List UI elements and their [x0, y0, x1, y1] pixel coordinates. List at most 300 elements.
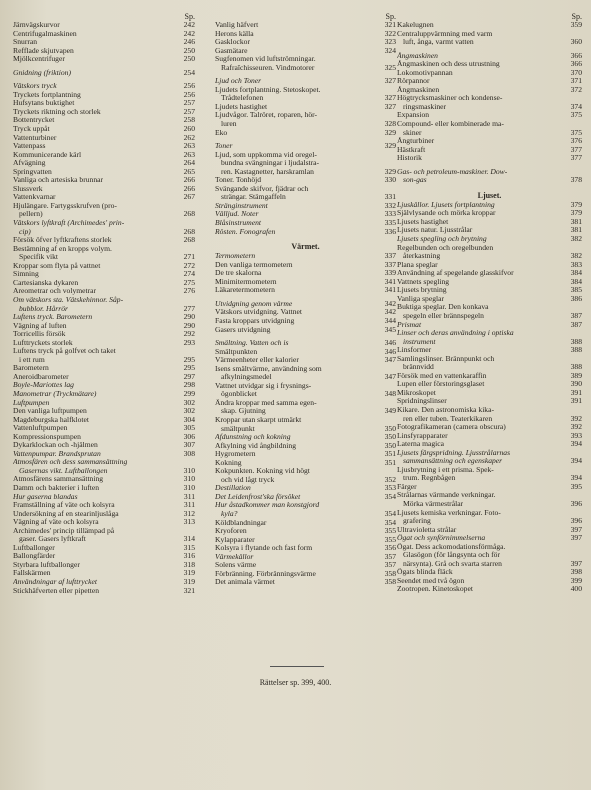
- entry-title: Sugfenomen vid luftströmningar.: [215, 55, 316, 64]
- entry-title: Kakelugnen: [397, 21, 434, 29]
- entry-title: Läkaretermometern: [215, 286, 275, 295]
- entry-title: Rösten. Fonografen: [215, 227, 276, 236]
- entry-page-number: 396: [570, 498, 582, 508]
- index-entry: [215, 176, 396, 185]
- index-entry: [215, 168, 396, 177]
- index-entry: [215, 219, 396, 228]
- index-entry: [13, 458, 195, 467]
- index-entry: [13, 116, 195, 125]
- entry-page-number: 295: [183, 363, 195, 373]
- entry-title: Linsformer: [397, 346, 432, 355]
- entry-title: Dykarklockan och -hjälmen: [13, 441, 98, 450]
- entry-page-number: 341: [384, 276, 396, 286]
- index-entry: [215, 433, 396, 442]
- entry-title: smältpunkt: [221, 424, 255, 433]
- entry-title: Kryoforen: [215, 527, 247, 536]
- entry-title: luft, ånga, varmt vatten: [403, 38, 474, 47]
- entry-page-number: 290: [183, 312, 195, 322]
- entry-title: Ögat och synförnimmelserna: [397, 534, 486, 543]
- entry-page-number: 387: [570, 310, 582, 320]
- entry-page-number: 313: [183, 517, 195, 527]
- entry-page-number: 342: [384, 307, 396, 317]
- entry-page-number: 391: [570, 396, 582, 406]
- entry-title: Tryckets fortplantning: [13, 90, 81, 99]
- entry-page-number: 356: [384, 543, 396, 553]
- index-entry: [397, 543, 582, 552]
- entry-page-number: 352: [384, 474, 396, 484]
- index-entry: [13, 364, 195, 373]
- index-entry: [215, 228, 396, 237]
- entry-page-number: 323: [384, 37, 396, 47]
- index-entry: [397, 380, 582, 389]
- index-entry: [215, 185, 396, 194]
- index-entry: [13, 552, 195, 561]
- entry-page-number: 379: [570, 199, 582, 209]
- entry-title: Hästkraft: [397, 145, 426, 154]
- entry-title: Välljud. Noter: [215, 210, 259, 219]
- entry-page-number: 354: [384, 517, 396, 527]
- entry-page-number: 307: [183, 440, 195, 450]
- index-entry: [13, 313, 195, 322]
- entry-page-number: 350: [384, 423, 396, 433]
- index-entry: [215, 578, 396, 587]
- entry-title: Gasers utvidgning: [215, 325, 271, 334]
- index-entry: [13, 535, 195, 544]
- index-entry: [13, 202, 195, 211]
- entry-title: Smältning. Vatten och is: [215, 339, 289, 348]
- entry-page-number: 329: [384, 141, 396, 151]
- index-entry: [215, 493, 396, 502]
- entry-page-number: 312: [183, 508, 195, 518]
- index-entry: [215, 286, 396, 295]
- entry-title: cip): [19, 227, 31, 236]
- entry-title: Centraluppvärmning med varm: [397, 29, 493, 38]
- entry-page-number: 336: [384, 226, 396, 236]
- entry-title: Vattenturbiner: [13, 133, 57, 142]
- index-entry: [13, 356, 195, 365]
- entry-page-number: 337: [384, 259, 396, 269]
- index-entry: [13, 322, 195, 331]
- entry-page-number: 384: [570, 276, 582, 286]
- index-entry: [13, 561, 195, 570]
- entry-title: Ballongfärder: [13, 552, 56, 561]
- entry-title: bundna svängningar i ljudalstra-: [221, 159, 320, 168]
- index-entry: [13, 176, 195, 185]
- entry-title: Hufsytans buktighet: [13, 99, 75, 108]
- entry-title: sammansättning och egenskaper: [403, 457, 503, 466]
- entry-page-number: 275: [183, 277, 195, 287]
- index-entry: [397, 120, 582, 129]
- index-entry: [215, 111, 396, 120]
- entry-title: Afdunstning och kokning: [215, 433, 291, 442]
- entry-page-number: 383: [570, 259, 582, 269]
- entry-title: Vanlig häfvert: [215, 21, 259, 29]
- entry-title: ögonblicket: [221, 390, 257, 399]
- index-entry: [215, 103, 396, 112]
- index-entry: [215, 151, 396, 160]
- index-entry: [397, 146, 582, 155]
- entry-title: Stränginstrument: [215, 201, 268, 210]
- entry-title: Ljuskällor. Ljusets fortplantning: [397, 200, 495, 209]
- entry-title: Vägning af väte och kolsyra: [13, 518, 99, 527]
- entry-title: Archimedes' princip tillämpad på: [13, 526, 115, 535]
- index-entry: [13, 91, 195, 100]
- index-entry: [215, 142, 396, 151]
- entry-title: Simning: [13, 270, 39, 279]
- entry-title: Den vanliga termometern: [215, 260, 293, 269]
- entry-title: Ögats blinda fläck: [397, 568, 453, 577]
- entry-title: luren: [221, 120, 237, 129]
- section-heading: Värmet.: [291, 242, 320, 252]
- column-header-sp: Sp.: [184, 12, 195, 21]
- entry-page-number: 327: [384, 93, 396, 103]
- index-entry: [13, 99, 195, 108]
- index-entry: [397, 577, 582, 586]
- entry-title: Manometrar (Tryckmätare): [13, 389, 97, 398]
- index-entry: [13, 518, 195, 527]
- entry-title: Ljusets färgspridning. Ljusstrålarnas: [397, 448, 511, 457]
- entry-page-number: 349: [384, 406, 396, 416]
- index-entry: [215, 308, 396, 317]
- entry-title: Gasernas vikt. Luftballongen: [19, 466, 108, 475]
- entry-title: Seendet med två ögon: [397, 576, 465, 585]
- entry-page-number: 384: [570, 268, 582, 278]
- entry-page-number: 385: [570, 285, 582, 295]
- index-entry: [397, 491, 582, 500]
- entry-title: Prismat: [397, 320, 422, 329]
- index-entry: [397, 372, 582, 381]
- entry-title: Undersökning af en stearinljuslåga: [13, 509, 119, 518]
- entry-title: Värmeenheter eller kalorier: [215, 356, 299, 365]
- entry-page-number: 351: [384, 457, 396, 467]
- entry-page-number: 325: [384, 62, 396, 72]
- index-entry: [13, 134, 195, 143]
- index-entry: [397, 176, 582, 185]
- entry-title: Buktiga speglar. Den konkava: [397, 303, 489, 312]
- entry-page-number: 350: [384, 440, 396, 450]
- entry-page-number: 310: [183, 482, 195, 492]
- entry-page-number: 337: [384, 251, 396, 261]
- entry-page-number: 276: [183, 286, 195, 296]
- entry-title: Laterna magica: [397, 440, 445, 449]
- index-entry: [215, 484, 396, 493]
- entry-title: bubblor. Hårrör: [19, 304, 68, 313]
- entry-title: pellern): [19, 210, 43, 219]
- index-entry: [397, 483, 582, 492]
- entry-title: Slussverk: [13, 184, 43, 193]
- entry-title: strängar. Stämgaffeln: [221, 193, 286, 202]
- entry-title: Det Leidenfrost'ska försöket: [215, 492, 301, 501]
- index-entry: [13, 38, 195, 47]
- entry-title: Afkylning vid ångbildning: [215, 441, 296, 450]
- index-entry: [397, 303, 582, 312]
- entry-title: afkylningsmedel: [221, 373, 272, 382]
- entry-page-number: 381: [570, 216, 582, 226]
- entry-title: Luftpumpen: [13, 398, 50, 407]
- index-entry: [13, 510, 195, 519]
- entry-title: Fasta kroppars utvidgning: [215, 316, 295, 325]
- entry-title: Trådtelefonen: [221, 94, 264, 103]
- entry-page-number: 360: [570, 37, 582, 47]
- entry-title: Destillation: [215, 484, 251, 493]
- entry-title: Centrifugalmaskinen: [13, 29, 77, 38]
- entry-title: Cartesianska dykaren: [13, 278, 79, 287]
- index-entry: [13, 253, 195, 262]
- index-entry: [13, 407, 195, 416]
- entry-page-number: 256: [183, 89, 195, 99]
- entry-page-number: 388: [570, 345, 582, 355]
- index-entry: [215, 86, 396, 95]
- index-entry: [397, 423, 582, 432]
- index-entry: [397, 329, 582, 338]
- entry-page-number: 316: [183, 551, 195, 561]
- index-entry: [13, 82, 195, 91]
- entry-page-number: 328: [384, 119, 396, 129]
- index-entry: [215, 300, 396, 309]
- entry-page-number: 277: [183, 303, 195, 313]
- entry-page-number: 393: [570, 430, 582, 440]
- entry-title: Mikroskopet: [397, 388, 436, 397]
- entry-title: Gnidning (friktion): [13, 68, 72, 77]
- entry-page-number: 319: [183, 577, 195, 586]
- entry-title: Vattenpumpar. Brandsprutan: [13, 449, 101, 458]
- entry-title: Vanliga speglar: [397, 294, 445, 303]
- index-entry: [397, 86, 582, 95]
- entry-title: Kikare. Den astronomiska kika-: [397, 405, 495, 414]
- entry-page-number: 298: [183, 380, 195, 390]
- entry-page-number: 382: [570, 251, 582, 261]
- index-entry: [397, 526, 582, 535]
- entry-title: Linsfyrapparater: [397, 431, 448, 440]
- entry-page-number: 392: [570, 413, 582, 423]
- entry-title: Barometern: [13, 364, 49, 373]
- index-column-3: [397, 12, 582, 594]
- entry-title: Boyle-Mariottes lag: [13, 381, 74, 390]
- entry-page-number: 397: [570, 558, 582, 568]
- index-entry: [13, 416, 195, 425]
- index-entry: [397, 111, 582, 120]
- index-entry: [13, 296, 195, 305]
- entry-page-number: 297: [183, 371, 195, 381]
- entry-title: Vägning af luften: [13, 321, 67, 330]
- entry-page-number: 372: [570, 84, 582, 94]
- index-entry: [215, 425, 396, 434]
- index-entry: [13, 544, 195, 553]
- entry-page-number: 335: [384, 218, 396, 228]
- entry-title: Specifik vikt: [19, 253, 59, 262]
- entry-page-number: 311: [183, 491, 195, 501]
- index-entry: [215, 339, 396, 348]
- entry-page-number: 366: [570, 59, 582, 69]
- index-entry: [215, 64, 396, 73]
- index-entry: [215, 47, 396, 56]
- index-entry: [215, 129, 396, 138]
- entry-page-number: 242: [183, 20, 195, 29]
- index-entry: [397, 218, 582, 227]
- index-entry: [13, 30, 195, 39]
- index-entry: [13, 228, 195, 237]
- entry-title: Ljud, som uppkomma vid oregel-: [215, 150, 317, 159]
- index-entry: [397, 560, 582, 569]
- index-entry: [397, 338, 582, 347]
- index-entry: [397, 517, 582, 526]
- entry-title: Spridningslinser: [397, 397, 447, 406]
- index-entry: [397, 286, 582, 295]
- entry-title: Gas- och petroleum-maskiner. Dow-: [397, 167, 508, 176]
- entry-title: Herons källa: [215, 29, 254, 38]
- entry-page-number: 242: [183, 28, 195, 38]
- entry-title: Vattenpass: [13, 142, 46, 151]
- entry-title: Termometern: [215, 252, 256, 261]
- index-entry: [13, 210, 195, 219]
- entry-page-number: 321: [384, 20, 396, 29]
- entry-title: Försök öfver lyftkraftens storlek: [13, 236, 112, 245]
- entry-page-number: 311: [183, 500, 195, 510]
- index-entry: [215, 442, 396, 451]
- entry-page-number: 386: [570, 293, 582, 303]
- entry-title: Blåsinstrument: [215, 219, 261, 228]
- entry-title: De tre skalorna: [215, 269, 262, 278]
- entry-page-number: 268: [183, 209, 195, 219]
- entry-title: Ljudets fortplantning. Stetoskopet.: [215, 85, 321, 94]
- entry-title: Areometrar och volymetrar: [13, 287, 97, 296]
- entry-title: Mörka värmestrålar: [403, 499, 464, 508]
- entry-page-number: 268: [183, 226, 195, 236]
- index-entry: [397, 60, 582, 69]
- entry-title: Gasklockor: [215, 38, 251, 47]
- index-entry: [13, 578, 195, 587]
- entry-page-number: 332: [384, 200, 396, 210]
- entry-title: Fotografikameran (camera obscura): [397, 423, 506, 432]
- entry-page-number: 359: [570, 20, 582, 29]
- entry-title: Toner: [215, 142, 233, 151]
- index-entry: [397, 269, 582, 278]
- index-entry: [215, 382, 396, 391]
- entry-title: Kylapparater: [215, 535, 255, 544]
- index-entry: [397, 129, 582, 138]
- index-entry: [215, 326, 396, 335]
- entry-page-number: 348: [384, 389, 396, 399]
- divider-line: [270, 666, 324, 667]
- index-entry: [397, 440, 582, 449]
- entry-page-number: 293: [183, 337, 195, 347]
- entry-title: Luftens tryck på golfvet och taket: [13, 347, 116, 356]
- entry-page-number: 308: [183, 448, 195, 458]
- index-column-2: [215, 12, 396, 587]
- entry-page-number: 339: [384, 268, 396, 278]
- index-entry: [397, 415, 582, 424]
- index-entry: [397, 397, 582, 406]
- entry-page-number: 264: [183, 158, 195, 168]
- entry-title: Tryck uppåt: [13, 125, 50, 134]
- entry-title: Solens värme: [215, 561, 257, 570]
- entry-page-number: 346: [384, 338, 396, 348]
- index-entry: [13, 373, 195, 382]
- entry-page-number: 310: [183, 474, 195, 484]
- entry-page-number: 267: [183, 192, 195, 202]
- entry-title: Ljusets natur. Ljusstrålar: [397, 226, 473, 235]
- entry-page-number: 342: [384, 298, 396, 308]
- index-entry: [397, 252, 582, 261]
- index-entry: [215, 373, 396, 382]
- entry-title: Damm och bakterier i luften: [13, 483, 100, 492]
- index-entry: [397, 103, 582, 112]
- entry-title: Kolsyra i flytande och fast form: [215, 544, 313, 553]
- entry-title: Lokomotivpannan: [397, 68, 453, 77]
- index-entry: [13, 450, 195, 459]
- index-entry: [215, 476, 396, 485]
- entry-title: Springvatten: [13, 167, 52, 176]
- entry-title: Ångturbiner: [397, 137, 435, 146]
- entry-page-number: 350: [384, 432, 396, 442]
- index-entry: [13, 441, 195, 450]
- entry-title: Utvidgning genom värme: [215, 299, 293, 308]
- index-entry: [215, 252, 396, 261]
- index-entry: [215, 390, 396, 399]
- entry-page-number: 394: [570, 456, 582, 466]
- entry-page-number: 327: [384, 76, 396, 86]
- index-entry: [397, 321, 582, 330]
- entry-title: Ljusets kemiska verkningar. Foto-: [397, 508, 501, 517]
- entry-title: Smältpunkten: [215, 347, 258, 356]
- entry-title: Framställning af väte och kolsyra: [13, 501, 115, 510]
- index-entry: [215, 407, 396, 416]
- entry-page-number: 357: [384, 551, 396, 561]
- entry-title: Aneroidbarometer: [13, 372, 69, 381]
- entry-title: spegeln eller brännspegeln: [403, 311, 484, 320]
- entry-page-number: 302: [183, 397, 195, 407]
- entry-title: Kommunicerande kärl: [13, 150, 82, 159]
- entry-title: Compound- eller kombinerade ma-: [397, 120, 504, 129]
- entry-page-number: 322: [384, 28, 396, 38]
- entry-title: Hur åstadkommer man konstgjord: [215, 501, 320, 510]
- entry-page-number: 345: [384, 324, 396, 334]
- entry-title: grafering: [403, 517, 431, 526]
- entry-title: Försök med en vattenkaraffin: [397, 371, 487, 380]
- entry-page-number: 341: [384, 285, 396, 295]
- index-entry: [397, 509, 582, 518]
- index-entry: [13, 330, 195, 339]
- entry-page-number: 305: [183, 423, 195, 433]
- index-entry: [13, 527, 195, 536]
- entry-title: Refflade skjutvapen: [13, 46, 74, 55]
- index-entry: [13, 339, 195, 348]
- entry-title: Färger: [397, 482, 417, 491]
- index-entry: [215, 467, 396, 476]
- entry-title: Ljusets spegling och brytning: [397, 235, 487, 244]
- index-entry: [215, 501, 396, 510]
- index-entry: [215, 570, 396, 579]
- entry-page-number: 376: [570, 136, 582, 146]
- index-entry: [397, 69, 582, 78]
- entry-page-number: 355: [384, 526, 396, 536]
- entry-page-number: 396: [570, 516, 582, 526]
- index-entry: [397, 389, 582, 398]
- entry-page-number: 318: [183, 559, 195, 569]
- index-entry: [215, 193, 396, 202]
- entry-title: Snurran: [13, 38, 38, 47]
- entry-page-number: 266: [183, 183, 195, 193]
- entry-page-number: 388: [570, 336, 582, 346]
- index-entry: [13, 493, 195, 502]
- entry-page-number: 321: [183, 585, 195, 595]
- entry-page-number: 262: [183, 132, 195, 142]
- entry-title: Kokning: [215, 458, 242, 467]
- index-entry: [215, 450, 396, 459]
- entry-page-number: 250: [183, 45, 195, 55]
- index-entry: [397, 201, 582, 210]
- index-entry: [397, 346, 582, 355]
